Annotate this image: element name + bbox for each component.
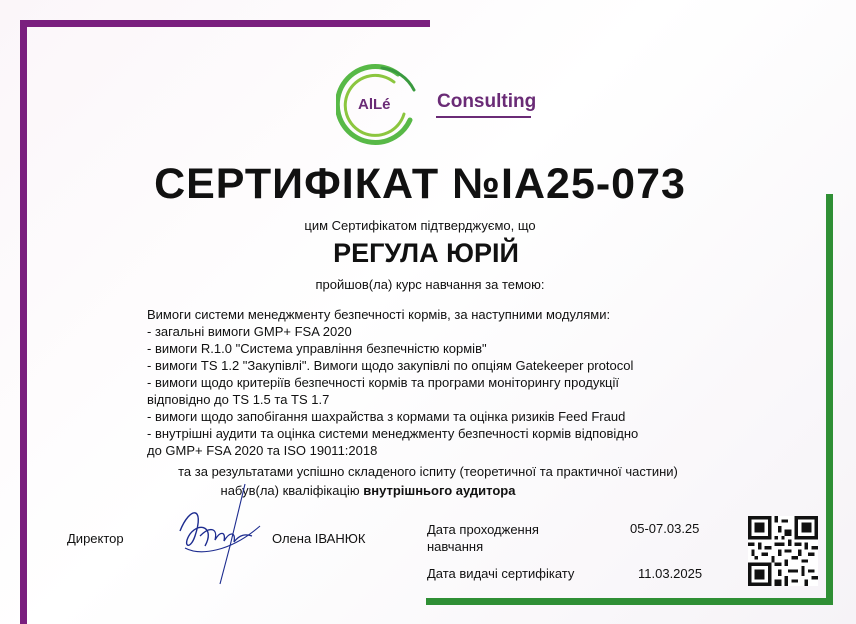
modules-line: відповідно до TS 1.5 та TS 1.7 — [147, 392, 330, 407]
modules-line: - внутрішні аудити та оцінка системи менеджменту безпечності кормів відповідно — [147, 426, 639, 441]
logo-mark-text: AlLé — [358, 96, 391, 113]
modules-line: - вимоги TS 1.2 "Закупівлі". Вимоги щодо закупівлі по опціям Gatekeeper protocol — [147, 358, 634, 373]
green-frame-bottom — [426, 598, 833, 605]
result-line-2-prefix: набув(ла) кваліфікацію — [220, 483, 364, 498]
result-line-1: та за результатами успішно складеного іспиту (теоретичної та практичної частини) — [178, 464, 678, 479]
purple-frame-left — [20, 20, 27, 624]
study-date-label: Дата проходження навчання — [427, 522, 539, 554]
result-line-2 — [0, 483, 736, 498]
modules-line: до GMP+ FSA 2020 та ISO 19011:2018 — [147, 443, 378, 458]
purple-frame-top — [20, 20, 430, 27]
handwritten-signature — [160, 476, 270, 586]
modules-line: Вимоги системи менеджменту безпечності кормів, за наступними модулями: — [147, 307, 611, 322]
issue-date-label: Дата видачі сертифікату — [427, 566, 575, 581]
recipient-name: РЕГУЛА ЮРІЙ — [333, 238, 519, 268]
modules-list — [147, 306, 747, 459]
intro-text: цим Сертифікатом підтверджуємо, що — [304, 218, 536, 233]
course-intro: пройшов(ла) курс навчання за темою: — [315, 277, 545, 292]
qr-code-icon[interactable] — [748, 516, 818, 586]
modules-line: - загальні вимоги GMP+ FSA 2020 — [147, 324, 352, 339]
logo-brand-text: Consulting — [437, 91, 537, 112]
modules-line: - вимоги R.1.0 "Система управління безпечністю кормів" — [147, 341, 487, 356]
logo-underline — [436, 116, 531, 118]
study-date-value: 05-07.03.25 — [630, 521, 700, 536]
issue-date-value: 11.03.2025 — [638, 566, 703, 581]
company-logo — [336, 60, 536, 146]
modules-line: - вимоги щодо запобігання шахрайства з кормами та оцінка ризиків Feed Fraud — [147, 409, 626, 424]
director-name: Олена ІВАНЮК — [272, 531, 366, 546]
director-label: Директор — [67, 531, 124, 546]
certificate-title: СЕРТИФІКАТ №IA25-073 — [154, 160, 686, 208]
qualification-title: внутрішнього аудитора — [363, 483, 516, 498]
modules-line: - вимоги щодо критеріїв безпечності кормів та програми моніторингу продукції — [147, 375, 619, 390]
